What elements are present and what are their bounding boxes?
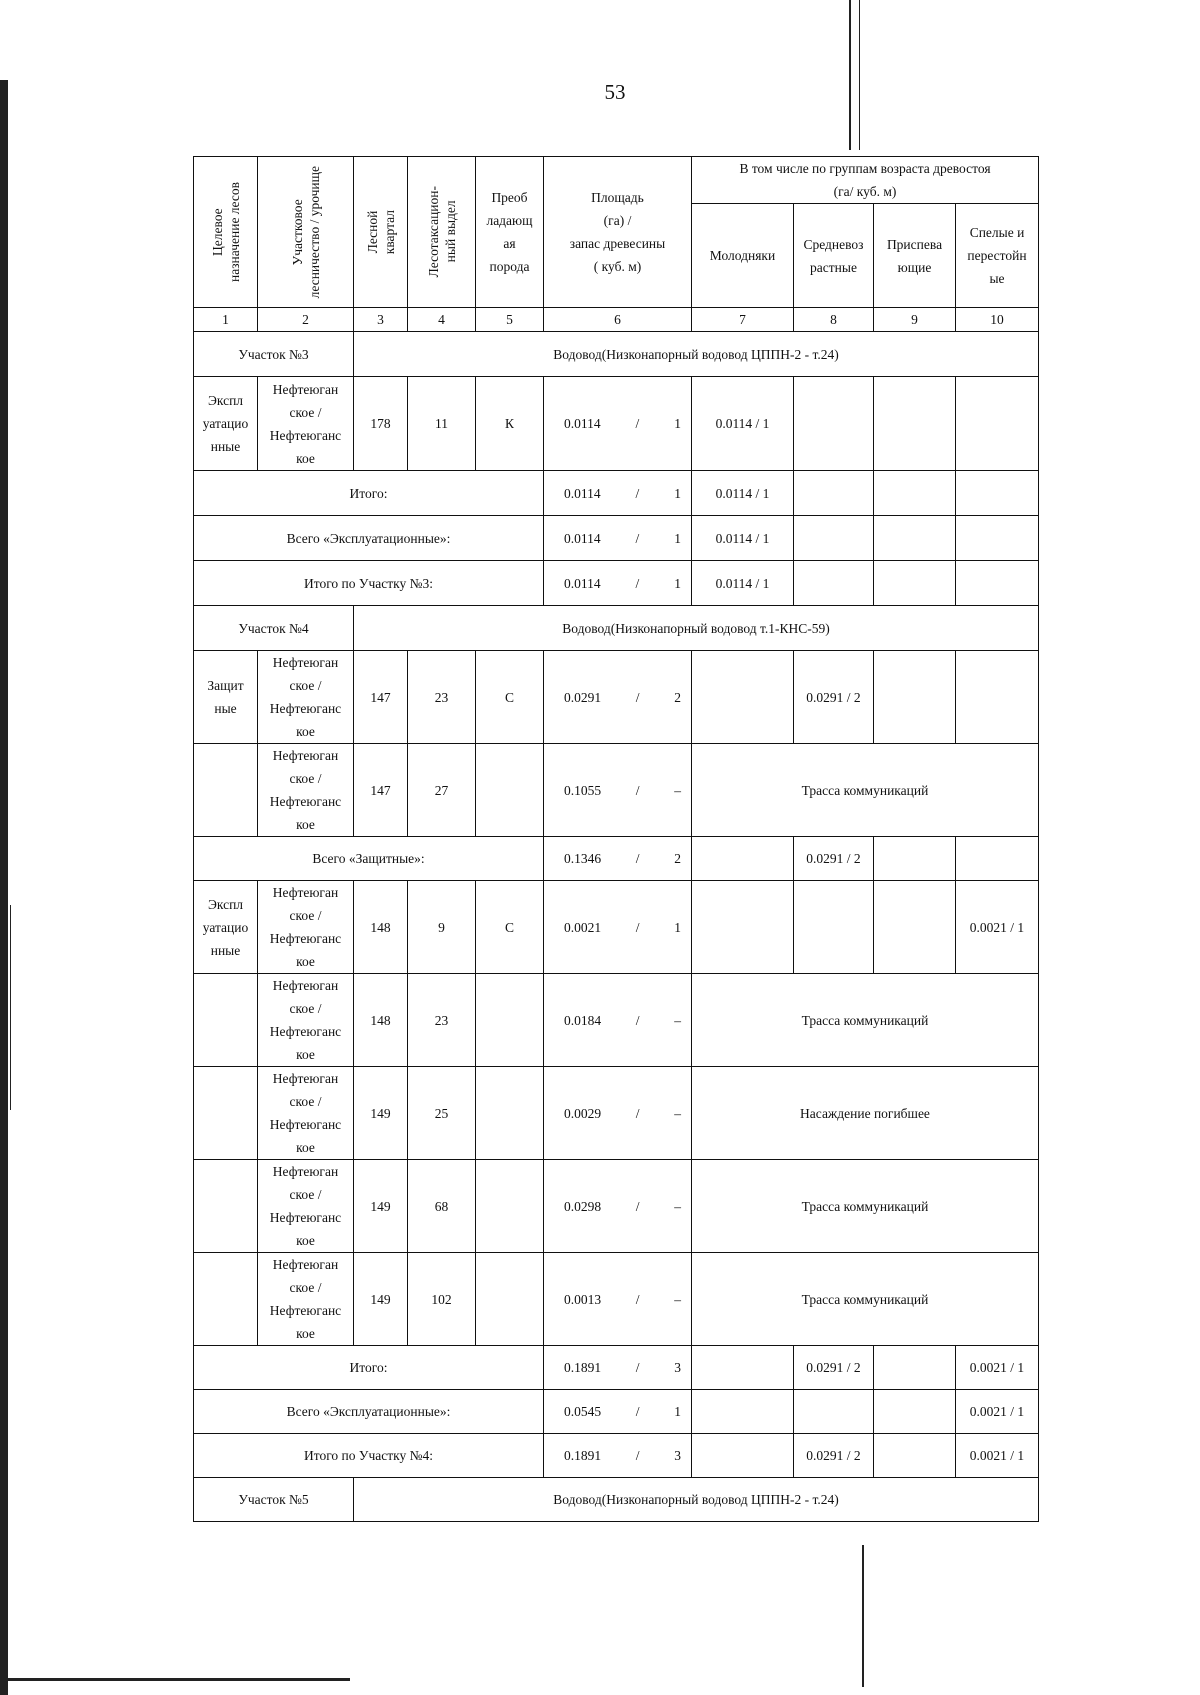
species-cell: С: [476, 881, 544, 974]
summary-label: Итого:: [194, 471, 544, 516]
c7-cell: [692, 837, 794, 881]
species-cell: [476, 974, 544, 1067]
forest-table: [193, 156, 1039, 1522]
c7-cell: 0.0114 / 1: [692, 516, 794, 561]
area-cell: 0.0021 / 1: [544, 881, 692, 974]
c8-cell: 0.0291 / 2: [794, 651, 874, 744]
species-cell: [476, 1067, 544, 1160]
summary-label: Итого:: [194, 1346, 544, 1390]
c8-cell: [794, 561, 874, 606]
area-cell: 0.0545 / 1: [544, 1390, 692, 1434]
vydel-cell: 11: [408, 377, 476, 471]
forestry-cell: Нефтеюган ское / Нефтеюганс кое: [258, 1253, 354, 1346]
forestry-cell: Нефтеюган ское / Нефтеюганс кое: [258, 974, 354, 1067]
section-title: Водовод(Низконапорный водовод ЦППН-2 - т.24): [354, 332, 1039, 377]
header-cell: Целевое назначение лесов: [194, 157, 258, 308]
purpose-cell: [194, 1160, 258, 1253]
purpose-cell: [194, 1067, 258, 1160]
table-row: [194, 1160, 1039, 1253]
header-cell: Спелые и перестойн ые: [956, 204, 1039, 308]
summary-row: [194, 1346, 1039, 1390]
species-cell: К: [476, 377, 544, 471]
c8-cell: [794, 471, 874, 516]
c9-cell: [874, 471, 956, 516]
column-number: 3: [354, 308, 408, 332]
area-cell: 0.0114 / 1: [544, 471, 692, 516]
c10-cell: 0.0021 / 1: [956, 881, 1039, 974]
section-title: Водовод(Низконапорный водовод ЦППН-2 - т.24): [354, 1478, 1039, 1522]
forestry-cell: Нефтеюган ское / Нефтеюганс кое: [258, 651, 354, 744]
column-number-row: [194, 308, 1039, 332]
c10-cell: [956, 561, 1039, 606]
c8-cell: [794, 881, 874, 974]
c10-cell: 0.0021 / 1: [956, 1390, 1039, 1434]
c8-cell: 0.0291 / 2: [794, 1434, 874, 1478]
summary-row: [194, 561, 1039, 606]
c7-cell: [692, 651, 794, 744]
kvartal-cell: 178: [354, 377, 408, 471]
column-number: 2: [258, 308, 354, 332]
species-cell: С: [476, 651, 544, 744]
kvartal-cell: 147: [354, 744, 408, 837]
kvartal-cell: 149: [354, 1160, 408, 1253]
summary-row: [194, 837, 1039, 881]
header-cell: Участковое лесничество / урочище: [258, 157, 354, 308]
kvartal-cell: 149: [354, 1253, 408, 1346]
c10-cell: [956, 471, 1039, 516]
forestry-cell: Нефтеюган ское / Нефтеюганс кое: [258, 377, 354, 471]
table-row: [194, 1067, 1039, 1160]
note-cell: Трасса коммуникаций: [692, 974, 1039, 1067]
summary-label: Итого по Участку №4:: [194, 1434, 544, 1478]
forestry-cell: Нефтеюган ское / Нефтеюганс кое: [258, 1067, 354, 1160]
area-cell: 0.0029 / –: [544, 1067, 692, 1160]
table-row: [194, 974, 1039, 1067]
scan-line: [859, 0, 860, 150]
forestry-cell: Нефтеюган ское / Нефтеюганс кое: [258, 881, 354, 974]
c7-cell: [692, 1346, 794, 1390]
c9-cell: [874, 837, 956, 881]
c8-cell: [794, 1390, 874, 1434]
area-cell: 0.0114 / 1: [544, 516, 692, 561]
c8-cell: [794, 377, 874, 471]
section-row: [194, 606, 1039, 651]
vydel-cell: 27: [408, 744, 476, 837]
summary-row: [194, 1434, 1039, 1478]
scan-line: [10, 905, 11, 1110]
vydel-cell: 102: [408, 1253, 476, 1346]
section-row: [194, 1478, 1039, 1522]
header-cell: Площадь (га) / запас древесины ( куб. м): [544, 157, 692, 308]
c10-cell: 0.0021 / 1: [956, 1434, 1039, 1478]
note-cell: Насаждение погибшее: [692, 1067, 1039, 1160]
c8-cell: 0.0291 / 2: [794, 837, 874, 881]
c9-cell: [874, 651, 956, 744]
vydel-cell: 23: [408, 974, 476, 1067]
section-label: Участок №5: [194, 1478, 354, 1522]
header-cell: Средневоз растные: [794, 204, 874, 308]
c9-cell: [874, 1346, 956, 1390]
purpose-cell: Экспл уатацио нные: [194, 881, 258, 974]
c9-cell: [874, 1434, 956, 1478]
section-title: Водовод(Низконапорный водовод т.1-КНС-59): [354, 606, 1039, 651]
c10-cell: 0.0021 / 1: [956, 1346, 1039, 1390]
c10-cell: [956, 837, 1039, 881]
c10-cell: [956, 651, 1039, 744]
kvartal-cell: 148: [354, 881, 408, 974]
table-row: [194, 881, 1039, 974]
column-number: 1: [194, 308, 258, 332]
scan-line: [849, 0, 851, 150]
area-cell: 0.1891 / 3: [544, 1434, 692, 1478]
header-cell: Молодняки: [692, 204, 794, 308]
summary-row: [194, 471, 1039, 516]
c7-cell: [692, 1434, 794, 1478]
area-cell: 0.0298 / –: [544, 1160, 692, 1253]
area-cell: 0.0114 / 1: [544, 377, 692, 471]
area-cell: 0.1055 / –: [544, 744, 692, 837]
summary-label: Итого по Участку №3:: [194, 561, 544, 606]
purpose-cell: Защит ные: [194, 651, 258, 744]
summary-label: Всего «Эксплуатационные»:: [194, 516, 544, 561]
kvartal-cell: 148: [354, 974, 408, 1067]
column-number: 10: [956, 308, 1039, 332]
section-label: Участок №3: [194, 332, 354, 377]
header-cell: Лесотаксацион- ный выдел: [408, 157, 476, 308]
forestry-cell: Нефтеюган ское / Нефтеюганс кое: [258, 1160, 354, 1253]
c7-cell: 0.0114 / 1: [692, 471, 794, 516]
vydel-cell: 23: [408, 651, 476, 744]
column-number: 8: [794, 308, 874, 332]
vydel-cell: 68: [408, 1160, 476, 1253]
area-cell: 0.1891 / 3: [544, 1346, 692, 1390]
area-cell: 0.1346 / 2: [544, 837, 692, 881]
area-cell: 0.0114 / 1: [544, 561, 692, 606]
column-number: 4: [408, 308, 476, 332]
summary-row: [194, 1390, 1039, 1434]
c7-cell: 0.0114 / 1: [692, 377, 794, 471]
scan-line: [862, 1545, 864, 1687]
vydel-cell: 25: [408, 1067, 476, 1160]
vydel-cell: 9: [408, 881, 476, 974]
c9-cell: [874, 1390, 956, 1434]
species-cell: [476, 1253, 544, 1346]
header-cell: Приспева ющие: [874, 204, 956, 308]
page-number: 53: [604, 80, 626, 104]
c9-cell: [874, 561, 956, 606]
column-number: 6: [544, 308, 692, 332]
kvartal-cell: 147: [354, 651, 408, 744]
kvartal-cell: 149: [354, 1067, 408, 1160]
header-group-cell: В том числе по группам возраста древостоя (га/ куб. м): [692, 157, 1039, 204]
c7-cell: 0.0114 / 1: [692, 561, 794, 606]
area-cell: 0.0013 / –: [544, 1253, 692, 1346]
c8-cell: [794, 516, 874, 561]
forestry-cell: Нефтеюган ское / Нефтеюганс кое: [258, 744, 354, 837]
c7-cell: [692, 1390, 794, 1434]
summary-label: Всего «Защитные»:: [194, 837, 544, 881]
note-cell: Трасса коммуникаций: [692, 1160, 1039, 1253]
summary-row: [194, 516, 1039, 561]
species-cell: [476, 744, 544, 837]
note-cell: Трасса коммуникаций: [692, 744, 1039, 837]
table-row: [194, 377, 1039, 471]
table-header-row: [194, 157, 1039, 204]
section-label: Участок №4: [194, 606, 354, 651]
section-row: [194, 332, 1039, 377]
purpose-cell: [194, 1253, 258, 1346]
header-cell: Преоб ладающ ая порода: [476, 157, 544, 308]
c10-cell: [956, 516, 1039, 561]
purpose-cell: [194, 744, 258, 837]
c9-cell: [874, 377, 956, 471]
c7-cell: [692, 881, 794, 974]
table-row: [194, 1253, 1039, 1346]
column-number: 7: [692, 308, 794, 332]
table-row: [194, 651, 1039, 744]
purpose-cell: [194, 974, 258, 1067]
purpose-cell: Экспл уатацио нные: [194, 377, 258, 471]
column-number: 5: [476, 308, 544, 332]
scan-edge-bottom: [0, 1678, 350, 1681]
note-cell: Трасса коммуникаций: [692, 1253, 1039, 1346]
species-cell: [476, 1160, 544, 1253]
table-row: [194, 744, 1039, 837]
summary-label: Всего «Эксплуатационные»:: [194, 1390, 544, 1434]
c9-cell: [874, 881, 956, 974]
scan-edge-left: [0, 80, 8, 1695]
area-cell: 0.0291 / 2: [544, 651, 692, 744]
c8-cell: 0.0291 / 2: [794, 1346, 874, 1390]
c10-cell: [956, 377, 1039, 471]
area-cell: 0.0184 / –: [544, 974, 692, 1067]
header-cell: Лесной квартал: [354, 157, 408, 308]
column-number: 9: [874, 308, 956, 332]
c9-cell: [874, 516, 956, 561]
